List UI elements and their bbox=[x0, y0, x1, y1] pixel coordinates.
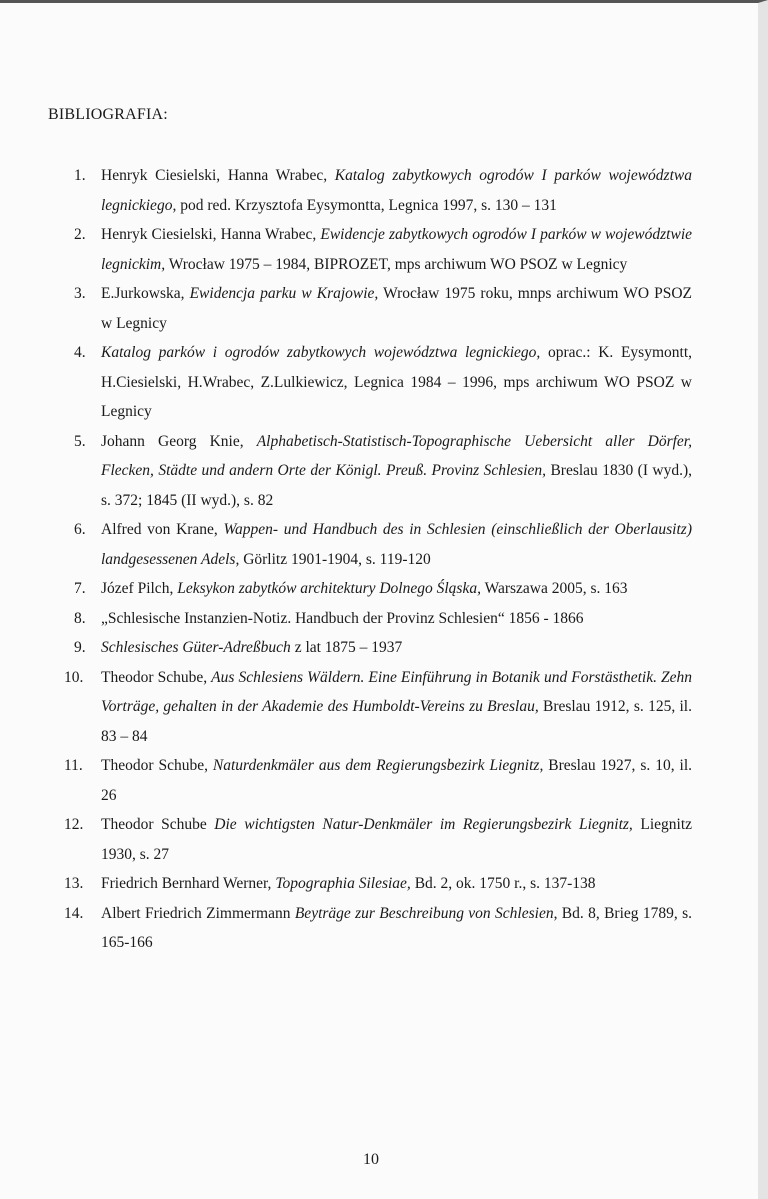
bibliography-entry bbox=[64, 810, 692, 869]
entry-publication: oprac.: K. Eysymontt, H.Ciesielski, H.Wrabec, Z.Lulkiewicz, Legnica 1984 – 1996, mps archiwum WO PSOZ w Legnicy bbox=[101, 344, 693, 420]
entry-title: Alphabetisch-Statistisch-Topographische Uebersicht aller Dörfer, Flecken, Städte und andern Orte der Königl. Preuß. Provinz Schlesien, bbox=[101, 432, 692, 479]
entry-author: Friedrich Bernhard Werner, bbox=[101, 875, 276, 892]
entry-number: 11. bbox=[64, 757, 83, 774]
entry-number: 14. bbox=[64, 904, 84, 922]
entry-title: Beyträge zur Beschreibung von Schlesien bbox=[294, 904, 554, 922]
entry-number: 12. bbox=[64, 816, 84, 833]
bibliography-heading: BIBLIOGRAFIA: bbox=[48, 106, 168, 123]
bibliography-list bbox=[64, 161, 692, 958]
page-number: 10 bbox=[363, 1151, 379, 1168]
entry-number: 10. bbox=[64, 668, 84, 686]
entry-publication: Wrocław 1975 – 1984, BIPROZET, mps archiwum WO PSOZ w Legnicy bbox=[165, 255, 628, 273]
entry-publication: Wrocław 1975 roku, mnps archiwum WO PSOZ w Legnicy bbox=[101, 285, 692, 332]
entry-title: Aus Schlesiens Wäldern. Eine Einführung in Botanik und Forstästhetik. Zehn Vorträge, gehalten in der Akademie des Humboldt-Vereins zu Breslau, bbox=[101, 668, 693, 715]
entry-author: E.Jurkowska, bbox=[101, 285, 190, 302]
entry-text: „Schlesische Instanzien-Notiz. Handbuch der Provinz Schlesien“ 1856 - 1866 bbox=[101, 609, 584, 627]
entry-number: 3. bbox=[74, 285, 86, 302]
entry-title: Ewidencja parku w Krajowie, bbox=[189, 285, 379, 302]
bibliography-entry bbox=[64, 574, 692, 604]
entry-number: 8. bbox=[74, 609, 86, 627]
entry-number: 2. bbox=[74, 226, 86, 243]
entry-number: 4. bbox=[74, 344, 86, 361]
entry-title: Die wichtigsten Natur-Denkmäler im Regierungsbezirk Liegnitz, bbox=[214, 816, 633, 833]
entry-title: Ewidencje zabytkowych ogrodów I parków w województwie legnickim, bbox=[101, 226, 692, 273]
bibliography-entry bbox=[64, 869, 692, 899]
bibliography-entry bbox=[64, 338, 692, 427]
entry-number: 7. bbox=[74, 580, 86, 597]
entry-author: Johann Georg Knie, bbox=[101, 432, 257, 450]
entry-title: Wappen- und Handbuch des in Schlesien (einschließlich der Oberlausitz) landgesessenen Adels, bbox=[101, 521, 692, 568]
entry-publication: Breslau 1830 (I wyd.), s. 372; 1845 (II wyd.), s. 82 bbox=[101, 462, 693, 509]
entry-publication: pod red. Krzysztofa Eysymontta, Legnica 1997, s. 130 – 131 bbox=[176, 196, 557, 214]
entry-author: Theodor Schube, bbox=[101, 668, 212, 686]
entry-number: 1. bbox=[74, 167, 86, 184]
bibliography-entry bbox=[64, 161, 692, 220]
entry-author: Henryk Ciesielski, Hanna Wrabec, bbox=[101, 167, 335, 184]
entry-title: Topographia Silesiae, bbox=[275, 875, 411, 892]
bibliography-entry bbox=[64, 751, 692, 810]
bibliography-entry bbox=[64, 515, 692, 574]
bibliography-entry bbox=[64, 427, 692, 516]
entry-title: Schlesisches Güter-Adreßbuch bbox=[101, 639, 291, 656]
entry-number: 6. bbox=[74, 521, 86, 538]
entry-author: Theodor Schube, bbox=[101, 757, 213, 774]
entry-publication: Breslau 1927, s. 10, il. 26 bbox=[101, 757, 693, 804]
entry-publication: Breslau 1912, s. 125, il. 83 – 84 bbox=[101, 698, 692, 745]
entry-author: Józef Pilch, bbox=[101, 580, 178, 597]
entry-publication: Bd. 2, ok. 1750 r., s. 137-138 bbox=[410, 875, 596, 892]
entry-author: Theodor Schube bbox=[101, 816, 215, 833]
entry-author: Alfred von Krane, bbox=[101, 521, 224, 538]
entry-publication: z lat 1875 – 1937 bbox=[290, 639, 403, 656]
bibliography-entry bbox=[64, 279, 692, 338]
bibliography-entry bbox=[64, 604, 692, 634]
entry-title: Katalog parków i ogrodów zabytkowych województwa legnickiego, bbox=[101, 344, 541, 361]
entry-author: Henryk Ciesielski, Hanna Wrabec, bbox=[101, 226, 321, 243]
entry-number: 5. bbox=[74, 432, 86, 450]
bibliography-entry bbox=[64, 220, 692, 279]
entry-publication: Liegnitz 1930, s. 27 bbox=[101, 816, 693, 863]
entry-publication: Warszawa 2005, s. 163 bbox=[480, 580, 628, 597]
entry-publication: , Bd. 8, Brieg 1789, s. 165-166 bbox=[101, 904, 693, 951]
entry-number: 13. bbox=[64, 875, 84, 892]
entry-title: Katalog zabytkowych ogrodów I parków województwa legnickiego, bbox=[101, 167, 692, 214]
bibliography-entry bbox=[64, 663, 692, 752]
entry-author: Albert Friedrich Zimmermann bbox=[101, 904, 295, 922]
bibliography-entry bbox=[64, 633, 692, 663]
bibliography-entry bbox=[64, 899, 692, 958]
entry-title: Leksykon zabytków architektury Dolnego Śląska, bbox=[177, 580, 481, 597]
entry-number: 9. bbox=[74, 639, 86, 656]
entry-publication: Görlitz 1901-1904, s. 119-120 bbox=[239, 550, 431, 568]
entry-title: Naturdenkmäler aus dem Regierungsbezirk Liegnitz, bbox=[212, 757, 544, 774]
